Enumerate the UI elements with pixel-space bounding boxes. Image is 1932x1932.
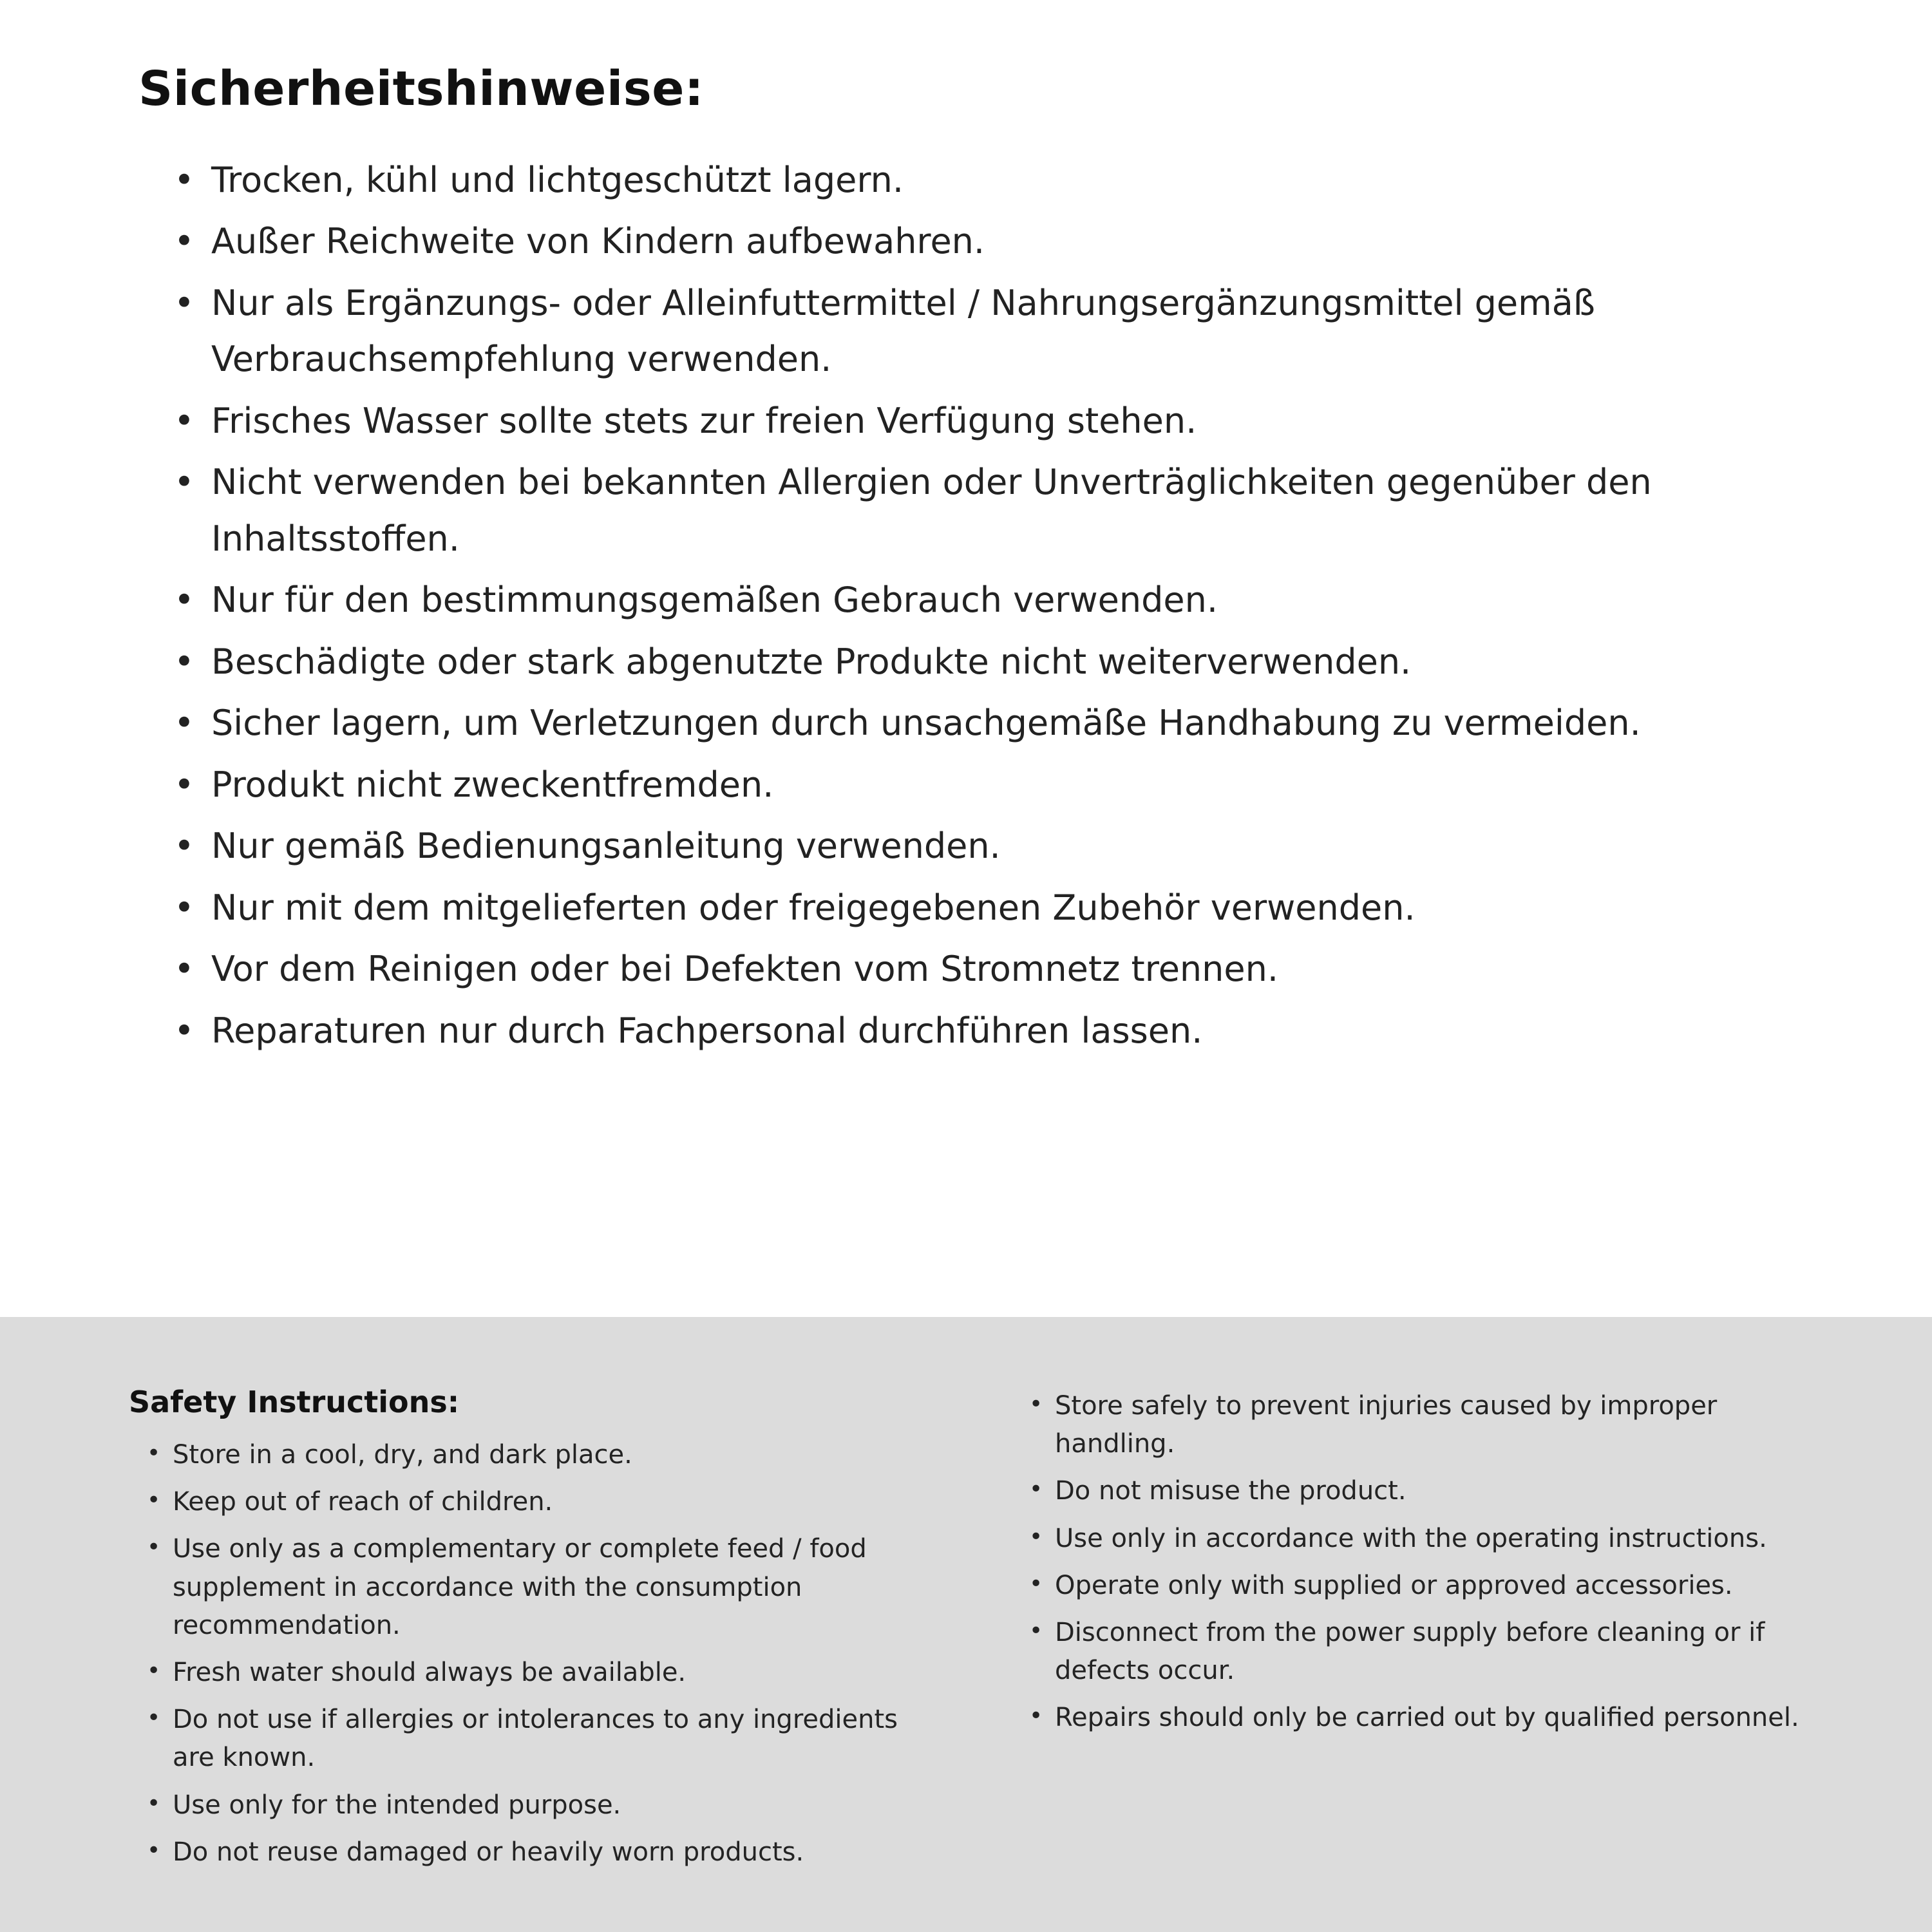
list-item: • Reparaturen nur durch Fachpersonal durchführen lassen. (174, 1003, 1803, 1059)
list-item: • Keep out of reach of children. (147, 1483, 927, 1521)
list-item: • Sicher lagern, um Verletzungen durch unsachgemäße Handhabung zu vermeiden. (174, 695, 1803, 751)
english-columns (129, 1385, 1810, 1880)
list-item: • Produkt nicht zweckentfremden. (174, 757, 1803, 813)
list-item: • Beschädigte oder stark abgenutzte Produkte nicht weiterverwenden. (174, 634, 1803, 690)
list-item: • Operate only with supplied or approved accessories. (1029, 1567, 1810, 1605)
list-item: • Repairs should only be carried out by qualified personnel. (1029, 1699, 1810, 1737)
list-item: • Store safely to prevent injuries caused by improper handling. (1029, 1387, 1810, 1463)
list-item: • Nur mit dem mitgelieferten oder freigegebenen Zubehör verwenden. (174, 880, 1803, 936)
list-item: • Frisches Wasser sollte stets zur freien Verfügung stehen. (174, 393, 1803, 449)
list-item: • Use only in accordance with the operating instructions. (1029, 1520, 1810, 1558)
german-safety-list (138, 152, 1803, 1059)
list-item: • Do not use if allergies or intolerances to any ingredients are known. (147, 1701, 927, 1777)
list-item: • Disconnect from the power supply before cleaning or if defects occur. (1029, 1614, 1810, 1690)
list-item: • Trocken, kühl und lichtgeschützt lagern. (174, 152, 1803, 208)
list-item: • Use only for the intended purpose. (147, 1786, 927, 1824)
list-item: • Außer Reichweite von Kindern aufbewahren. (174, 213, 1803, 269)
english-left-column (129, 1385, 927, 1880)
list-item: • Store in a cool, dry, and dark place. (147, 1436, 927, 1474)
list-item: • Nur gemäß Bedienungsanleitung verwenden. (174, 818, 1803, 874)
list-item: • Vor dem Reinigen oder bei Defekten vom Stromnetz trennen. (174, 941, 1803, 997)
english-right-column (1011, 1385, 1810, 1747)
english-section-title: Safety Instructions: (129, 1385, 460, 1419)
german-section-title: Sicherheitshinweise: (138, 61, 705, 117)
list-item: • Use only as a complementary or complete feed / food supplement in accordance with the consumption recommendation. (147, 1530, 927, 1645)
list-item: • Do not reuse damaged or heavily worn products. (147, 1833, 927, 1871)
list-item: • Nur als Ergänzungs- oder Alleinfuttermittel / Nahrungsergänzungsmittel gemäß Verbrauchsempfehlung verwenden. (174, 275, 1803, 388)
list-item: • Nur für den bestimmungsgemäßen Gebrauch verwenden. (174, 572, 1803, 628)
english-right-list (1011, 1387, 1810, 1738)
english-left-list (129, 1436, 927, 1871)
english-safety-section (0, 1317, 1932, 1932)
list-item: • Nicht verwenden bei bekannten Allergien oder Unverträglichkeiten gegenüber den Inhaltsstoffen. (174, 454, 1803, 567)
list-item: • Fresh water should always be available. (147, 1654, 927, 1692)
list-item: • Do not misuse the product. (1029, 1472, 1810, 1510)
